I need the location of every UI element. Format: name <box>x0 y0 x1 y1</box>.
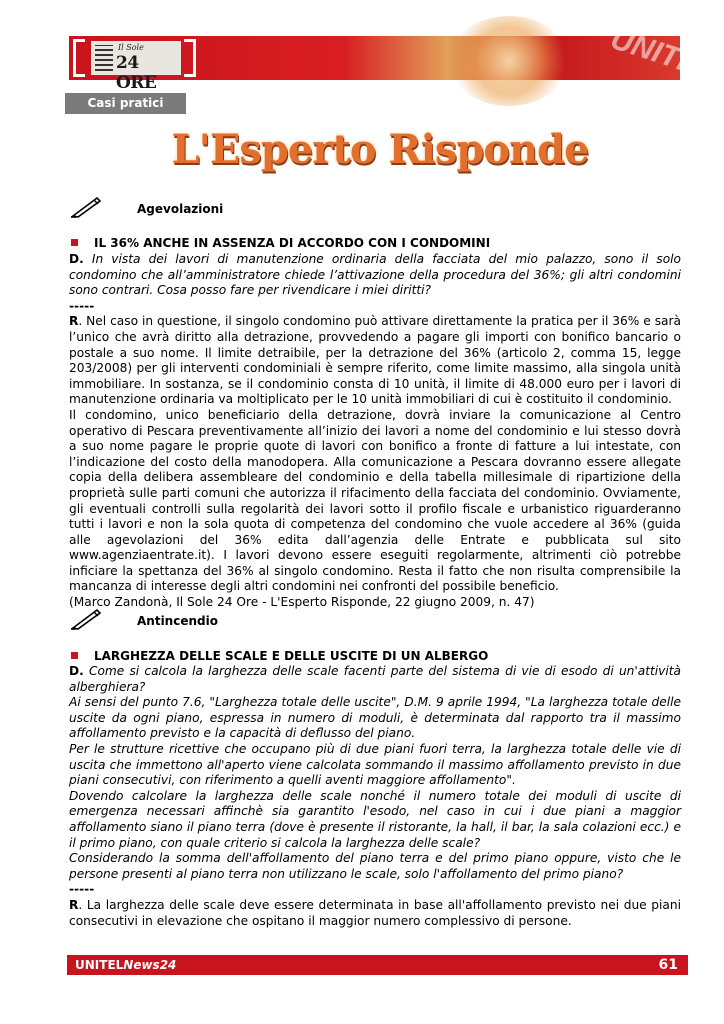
answer-text-2: Il condomino, unico beneficiario della detrazione, dovrà inviare la comunicazione al Centro operativo di Pescara preventivamente all’inizio dei lavori a nome del condominio e lui stesso dovrà a suo nome pagare le proprie quote di lavori con bonifico a fronte di fatture a lui intestate, con l’indicazione del costo della manodopera. Alla comunicazione a Pescara dovranno essere allegate copia della delibera assembleare del condominio e della tabella millesimale di ripartizione della proprietà sulle parti comuni che autorizza il rifacimento della facciata del condominio. Ovviamente, gli eventuali controlli sulla regolarità dei lavori sotto il profilo fiscale e urbanistico riguarderanno tutti i lavori e non la sola quota di competenza del condomino che vuole accedere al 36% (guida alle agevolazioni del 36% edita dall’agenzia delle Entrate e pubblicata sul sito www.agenziaentrate.it). I lavori devono essere eseguiti regolarmente, altrimenti ciò potrebbe inficiare la spettanza del 36% al singolo condomino. Resta il fatto che non risulta comprensibile la mancanza di interesse degli altri condomini nei confronti del possibile beneficio. <box>69 407 681 594</box>
footer-brand-suffix: News24 <box>123 958 177 972</box>
footer-brand <box>75 957 176 973</box>
sole24ore-logo <box>91 41 181 93</box>
answer-text: . La larghezza delle scale deve essere determinata in base all'affollamento previsto nei due piani consecutivi in elevazione che ospitano il maggior numero complessivo di persone. <box>69 897 681 928</box>
question-text: Come si calcola la larghezza delle scale facenti parte del sistema di vie di esodo di un'attività alberghiera? <box>69 664 682 694</box>
section-tag: Casi pratici <box>65 93 186 114</box>
question-label: D. <box>69 252 84 266</box>
pencil-icon <box>70 196 102 218</box>
question-text-5: Considerando la somma dell'affollamento del piano terra e del primo piano oppure, visto che le persone presenti al piano terra non utilizzano le scale, solo l'affollamento del primo piano? <box>69 851 681 881</box>
category-heading: Agevolazioni <box>137 202 224 216</box>
question-text: In vista dei lavori di manutenzione ordinaria della facciata del mio palazzo, sono il solo condomino che all’amministratore chiede l’attivazione della procedura del 36%; gli altri condomini sono contrari. Cosa posso fare per rivendicare i miei diritti? <box>69 252 682 298</box>
answer-text: . Nel caso in questione, il singolo condomino può attivare direttamente la pratica per il 36% e sarà l’unico che avrà diritto alla detrazione, provvedendo a pagare gli importi con bonifico bancario o postale a suo nome. Il limite detraibile, per la detrazione del 36% (articolo 2, comma 15, legge 203/2008) per gli interventi condominiali è sempre riferito, come limite massimo, alla singola unità immobiliare. In sostanza, se il condominio consta di 10 unità, il limite di 48.000 euro per i lavori di manutenzione ordinaria va moltiplicato per le 10 unità immobiliari di cui è costituito il condominio. <box>69 314 681 407</box>
question-title: IL 36% ANCHE IN ASSENZA DI ACCORDO CON I CONDOMINI <box>94 236 491 250</box>
bullet-icon <box>71 239 78 246</box>
footer-bar <box>67 955 688 975</box>
banner-decoration <box>449 16 569 106</box>
page-number: 61 <box>658 957 678 973</box>
bullet-icon <box>71 652 78 659</box>
category-heading: Antincendio <box>137 614 218 628</box>
pencil-icon <box>70 608 102 630</box>
source-citation: (Marco Zandonà, Il Sole 24 Ore - L'Esperto Risponde, 22 giugno 2009, n. 47) <box>69 595 535 610</box>
answer-label: R <box>69 897 79 912</box>
newspaper-icon <box>95 45 113 71</box>
qa-block <box>69 664 681 929</box>
banner-deco-text: UNITEL <box>606 22 720 87</box>
separator: ----- <box>69 298 95 313</box>
question-title: LARGHEZZA DELLE SCALE E DELLE USCITE DI UN ALBERGO <box>94 649 489 663</box>
separator: ----- <box>69 882 95 897</box>
qa-block <box>69 252 681 611</box>
page-title: L'Esperto Risponde <box>171 126 589 173</box>
question-label: D. <box>69 664 84 678</box>
question-text-2: Ai sensi del punto 7.6, "Larghezza totale delle uscite", D.M. 9 aprile 1994, "La larghezza totale delle uscite da ogni piano, espressa in numero di moduli, è determinata dal rapporto tra il massimo affollamento previsto e la capacità di deflusso del piano. <box>69 695 681 741</box>
logo-bracket-left <box>73 39 85 77</box>
logo-bracket-right <box>184 39 196 77</box>
logo-small-text: Il Sole <box>118 43 144 52</box>
header-banner <box>69 22 720 93</box>
answer-label: R <box>69 314 79 329</box>
question-text-3: Per le strutture ricettive che occupano più di due piani fuori terra, la larghezza totale delle vie di uscita che immettono all'aperto viene calcolata sommando il massimo affollamento previsto in due piani consecutivi, con riferimento a quelli aventi maggiore affollamento". <box>69 741 681 788</box>
question-text-4: Dovendo calcolare la larghezza delle scale nonché il numero totale dei moduli di uscite di emergenza necessari affinchè sia garantito l'esodo, nel caso in cui i due piani a maggior affollamento siano il piano terra (dove è presente il ristorante, la hall, il bar, la sala colazioni ecc.) e il primo piano, con quale criterio si calcola la larghezza delle scale? <box>69 788 681 850</box>
logo-big-text: 24 ORE <box>116 53 157 93</box>
footer-brand-main: UNITEL <box>75 958 124 972</box>
